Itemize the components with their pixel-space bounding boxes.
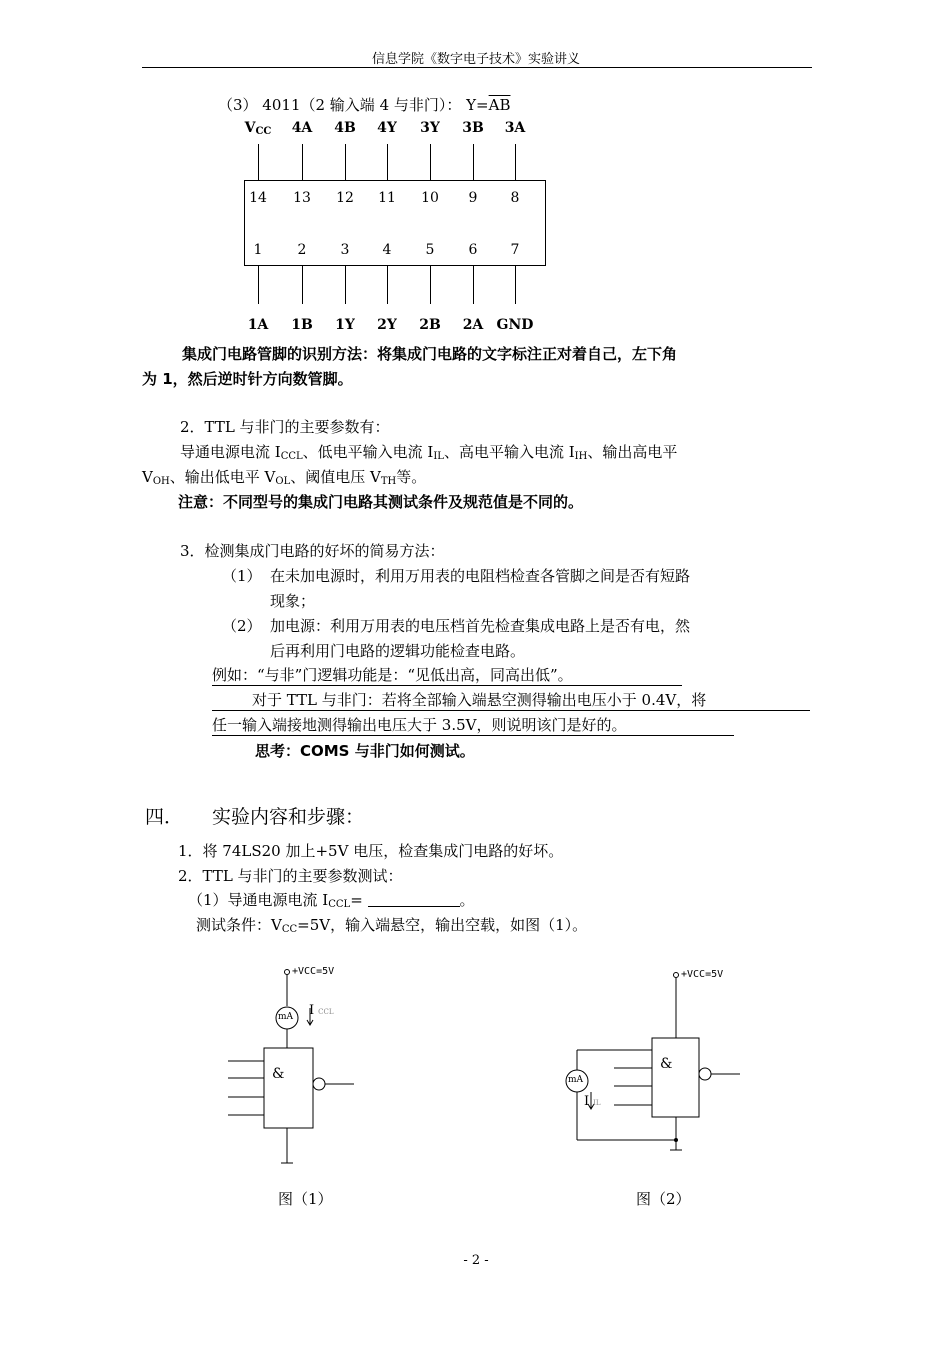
ttl-test-line2: 任一输入端接地测得输出电压大于 3.5V，则说明该门是好的。 xyxy=(212,714,734,736)
pin-number-12: 12 xyxy=(336,190,354,206)
pin-number-5: 5 xyxy=(425,242,435,258)
fig1-and-symbol: & xyxy=(272,1066,285,1082)
pin-number-3: 3 xyxy=(340,242,350,258)
step2-1-label: （1）导通电源电流 I xyxy=(188,891,329,909)
page-number: - 2 - xyxy=(463,1253,489,1268)
pin-label-text: 4Y xyxy=(377,120,397,136)
identify-note-line1: 集成门电路管脚的识别方法：将集成门电路的文字标注正对着自己，左下角 xyxy=(182,345,678,363)
param-iccl: 导通电源电流 I xyxy=(180,443,281,461)
bottom-pin-label-4: 2Y xyxy=(377,317,397,333)
pin-number-9: 9 xyxy=(468,190,478,206)
check-title: 3．检测集成门电路的好坏的简易方法： xyxy=(180,542,445,560)
pin-label-sub: CC xyxy=(255,126,272,137)
params-title: 2．TTL 与非门的主要参数有： xyxy=(180,418,390,436)
param-iih-sub: IH xyxy=(574,451,588,462)
fig2-and-symbol: & xyxy=(660,1056,673,1072)
check-item2-num: （2） xyxy=(222,617,262,635)
fig2-current-label xyxy=(584,1094,601,1109)
identify-note-line2: 为 1，然后逆时针方向数管脚。 xyxy=(142,370,353,388)
params-note: 注意：不同型号的集成门电路其测试条件及规范值是不同的。 xyxy=(178,493,584,511)
step2: 2．TTL 与非门的主要参数测试： xyxy=(178,867,403,885)
param-iih: 、高电平输入电流 I xyxy=(443,443,575,461)
pin-label-text: 3B xyxy=(462,120,484,136)
fig2-current: I xyxy=(584,1094,590,1109)
pin-label-text: V xyxy=(244,120,256,136)
pin-number-6: 6 xyxy=(468,242,478,258)
pin-number-11: 11 xyxy=(378,190,396,206)
pin-number-14: 14 xyxy=(249,190,267,206)
param-vth-sub: TH xyxy=(380,476,397,487)
step2-1-eq: = xyxy=(350,891,368,909)
bottom-pin-label-3: 1Y xyxy=(335,317,355,333)
ttl-test-line1: 对于 TTL 与非门：若将全部输入端悬空测得输出电压小于 0.4V，将 xyxy=(212,689,810,711)
test-cond-label: 测试条件：V xyxy=(196,916,282,934)
example-line: 例如：“与非”门逻辑功能是：“见低出高，同高出低”。 xyxy=(212,664,682,686)
fig1-vcc-label: +VCC=5V xyxy=(292,966,335,977)
param-vol: 、输出低电平 V xyxy=(169,468,276,486)
pin-number-13: 13 xyxy=(293,190,311,206)
fig1-caption: 图（1） xyxy=(278,1190,333,1208)
check-item2-line2: 后再利用门电路的逻辑功能检查电路。 xyxy=(270,642,526,660)
param-iil-sub: IL xyxy=(433,451,444,462)
param-iccl-sub: CCL xyxy=(280,451,303,462)
section4-number: 四． xyxy=(145,806,184,828)
chip-title-text: （3） 4011（2 输入端 4 与非门）： Y= xyxy=(218,96,489,114)
fig1-current: I xyxy=(309,1003,315,1018)
check-item1-line1: 在未加电源时，利用万用表的电阻档检查各管脚之间是否有短路 xyxy=(270,567,691,585)
test-cond-sub: CC xyxy=(281,924,298,935)
fig2-meter-label: mA xyxy=(568,1075,584,1085)
figure1-circuit xyxy=(228,970,354,1164)
param-voh: V xyxy=(142,468,153,486)
step2-1-sub: CCL xyxy=(328,899,351,910)
bottom-pin-label-6: 2A xyxy=(462,317,484,333)
fig2-inversion-bubble xyxy=(699,1068,711,1080)
pin-number-2: 2 xyxy=(297,242,307,258)
section4-title: 实验内容和步骤： xyxy=(212,806,365,828)
step1: 1．将 74LS20 加上+5V 电压，检查集成门电路的好坏。 xyxy=(178,842,564,860)
param-end: 等。 xyxy=(396,468,427,486)
think-question: 思考：COMS 与非门如何测试。 xyxy=(255,742,475,760)
pin-label-text: 3A xyxy=(504,120,526,136)
pin-number-10: 10 xyxy=(421,190,439,206)
fig2-current-sub: IL xyxy=(593,1099,601,1107)
pin-label-text: 4B xyxy=(334,120,356,136)
check-item1-line2: 现象； xyxy=(270,592,316,610)
page-header: 信息学院《数字电子技术》实验讲义 xyxy=(371,52,580,67)
figure2-circuit xyxy=(566,973,740,1151)
param-voh-lead: 、输出高电平 xyxy=(587,443,678,461)
fig1-meter-label: mA xyxy=(278,1012,294,1022)
fig1-inversion-bubble xyxy=(313,1078,325,1090)
param-vol-sub: OL xyxy=(275,476,291,487)
pin-label-text: 3Y xyxy=(420,120,440,136)
bottom-pin-label-2: 1B xyxy=(291,317,313,333)
pin-number-8: 8 xyxy=(510,190,520,206)
param-voh-sub: OH xyxy=(152,476,170,487)
pin-number-1: 1 xyxy=(253,242,263,258)
fig2-vcc-terminal xyxy=(674,973,679,978)
pin-number-4: 4 xyxy=(382,242,392,258)
check-item2-line1: 加电源：利用万用表的电压档首先检查集成电路上是否有电，然 xyxy=(270,617,691,635)
fig2-caption: 图（2） xyxy=(636,1190,691,1208)
test-cond-text: =5V，输入端悬空，输出空载，如图（1）。 xyxy=(297,916,588,934)
pin-number-7: 7 xyxy=(510,242,520,258)
fig2-gate xyxy=(652,1038,699,1117)
fig2-vcc-label: +VCC=5V xyxy=(681,969,724,980)
chip-title-overline: $\overline{AB}$ xyxy=(488,96,511,114)
pin-label-text: 4A xyxy=(291,120,313,136)
param-iil: 、低电平输入电流 I xyxy=(302,443,434,461)
bottom-pin-label-1: 1A xyxy=(247,317,269,333)
bottom-pin-label-7: GND xyxy=(496,317,534,333)
fig1-vcc-terminal xyxy=(285,970,290,975)
param-vth: 、阈值电压 V xyxy=(290,468,381,486)
fig1-current-label xyxy=(309,1003,334,1018)
fig1-current-sub: CCL xyxy=(318,1008,334,1016)
bottom-pin-label-5: 2B xyxy=(419,317,441,333)
check-item1-num: （1） xyxy=(222,567,262,585)
step2-1-end: 。 xyxy=(459,891,475,909)
fig1-gate xyxy=(264,1048,313,1128)
